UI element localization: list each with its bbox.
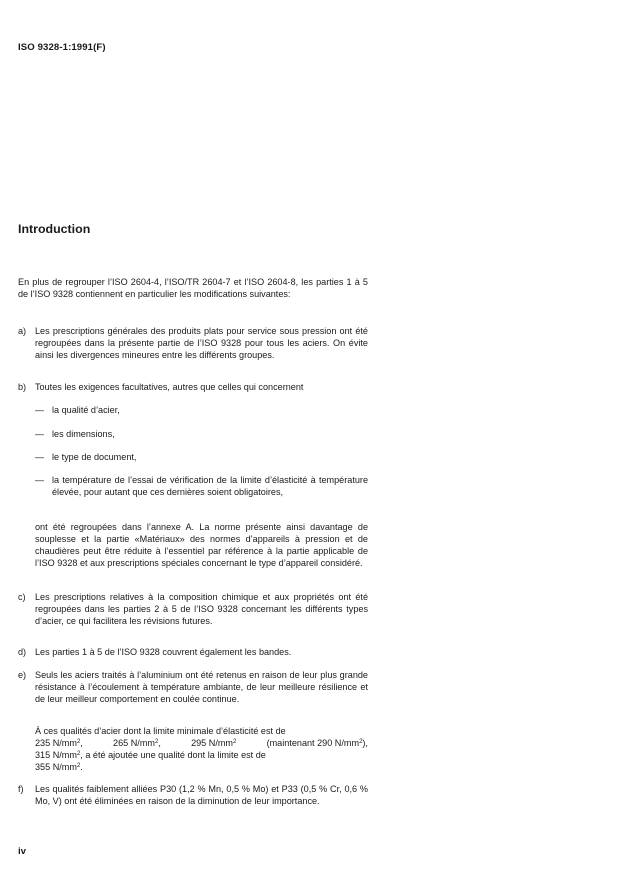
item-c-label: c) bbox=[18, 592, 26, 602]
item-f-label: f) bbox=[18, 784, 24, 794]
intro-paragraph: En plus de regrouper l’ISO 2604-4, l’ISO/TR 2604-7 et l’ISO 2604-8, les parties 1 à 5 de l’ISO 9328 contiennent en particulier les modifications suivantes: bbox=[18, 277, 368, 299]
item-a-label: a) bbox=[18, 326, 27, 336]
item-e-text: Seuls les aciers traités à l’aluminium ont été retenus en raison de leur plus grande résistance à l’écoulement à température ambiante, de leur meilleure résilience et de leur meilleur comportement en coulée continue. bbox=[35, 670, 368, 704]
item-b-label: b) bbox=[18, 382, 27, 392]
dash-bullet: — bbox=[35, 405, 45, 415]
item-e-label: e) bbox=[18, 670, 27, 680]
item-b-sub-2: les dimensions, bbox=[52, 429, 115, 439]
item-b-text: Toutes les exigences facultatives, autres que celles qui concernent bbox=[35, 382, 304, 392]
document-id-header: ISO 9328-1:1991(F) bbox=[18, 42, 106, 53]
page-number: iv bbox=[18, 846, 27, 857]
item-b-sub-4: la température de l’essai de vérification de la limite d’élasticité à température élevée, pour autant que ces dernières soient obligatoires, bbox=[52, 475, 368, 497]
dash-bullet: — bbox=[35, 452, 45, 462]
yield-value: (maintenant 290 $N/mm^2$), bbox=[266, 738, 368, 748]
yield-value: 295 $N/mm^2$ bbox=[191, 738, 237, 748]
item-c-text: Les prescriptions relatives à la composition chimique et aux propriétés ont été regroupées dans les parties 2 à 5 de l’ISO 9328 concernant les différents types d’acier, ce qui facilitera les révisions futures. bbox=[35, 592, 368, 626]
item-a-text: Les prescriptions générales des produits plats pour service sous pression ont été regroupées dans la présente partie de l’ISO 9328 pour tous les aciers. On évite ainsi les divergences mineures entre les différents groupes. bbox=[35, 326, 368, 360]
yield-line-2 bbox=[35, 737, 368, 749]
item-d-label: d) bbox=[18, 647, 27, 657]
yield-value: 265 $N/mm^2$, bbox=[113, 738, 161, 748]
section-title: Introduction bbox=[18, 222, 91, 236]
item-d-text: Les parties 1 à 5 de l’ISO 9328 couvrent également les bandes. bbox=[35, 647, 292, 657]
dash-bullet: — bbox=[35, 429, 45, 439]
item-b-sub-1: la qualité d’acier, bbox=[52, 405, 120, 415]
yield-line-3: 315 $N/mm^2$, a été ajoutée une qualité dont la limite est de bbox=[35, 750, 266, 760]
item-f-text: Les qualités faiblement alliées P30 (1,2 % Mn, 0,5 % Mo) et P33 (0,5 % Cr, 0,6 % Mo, V) ont été éliminées en raison de la diminution de leur importance. bbox=[35, 784, 368, 806]
yield-value: 235 $N/mm^2$, bbox=[35, 738, 83, 748]
yield-line-4: 355 $N/mm^2$. bbox=[35, 762, 83, 772]
dash-bullet: — bbox=[35, 475, 45, 485]
item-b-sub-3: le type de document, bbox=[52, 452, 137, 462]
item-b-continuation: ont été regroupées dans l’annexe A. La norme présente ainsi davantage de souplesse et la partie «Matériaux» des normes d’appareils à pression et de chaudières peut être réduite à l’essentiel par référence à la partie applicable de l’ISO 9328 et aux prescriptions spéciales concernant le type d’appareil considéré. bbox=[35, 522, 368, 568]
yield-line-1: À ces qualités d’acier dont la limite minimale d’élasticité est de bbox=[35, 726, 286, 736]
item-e-yield-paragraph bbox=[35, 725, 368, 773]
